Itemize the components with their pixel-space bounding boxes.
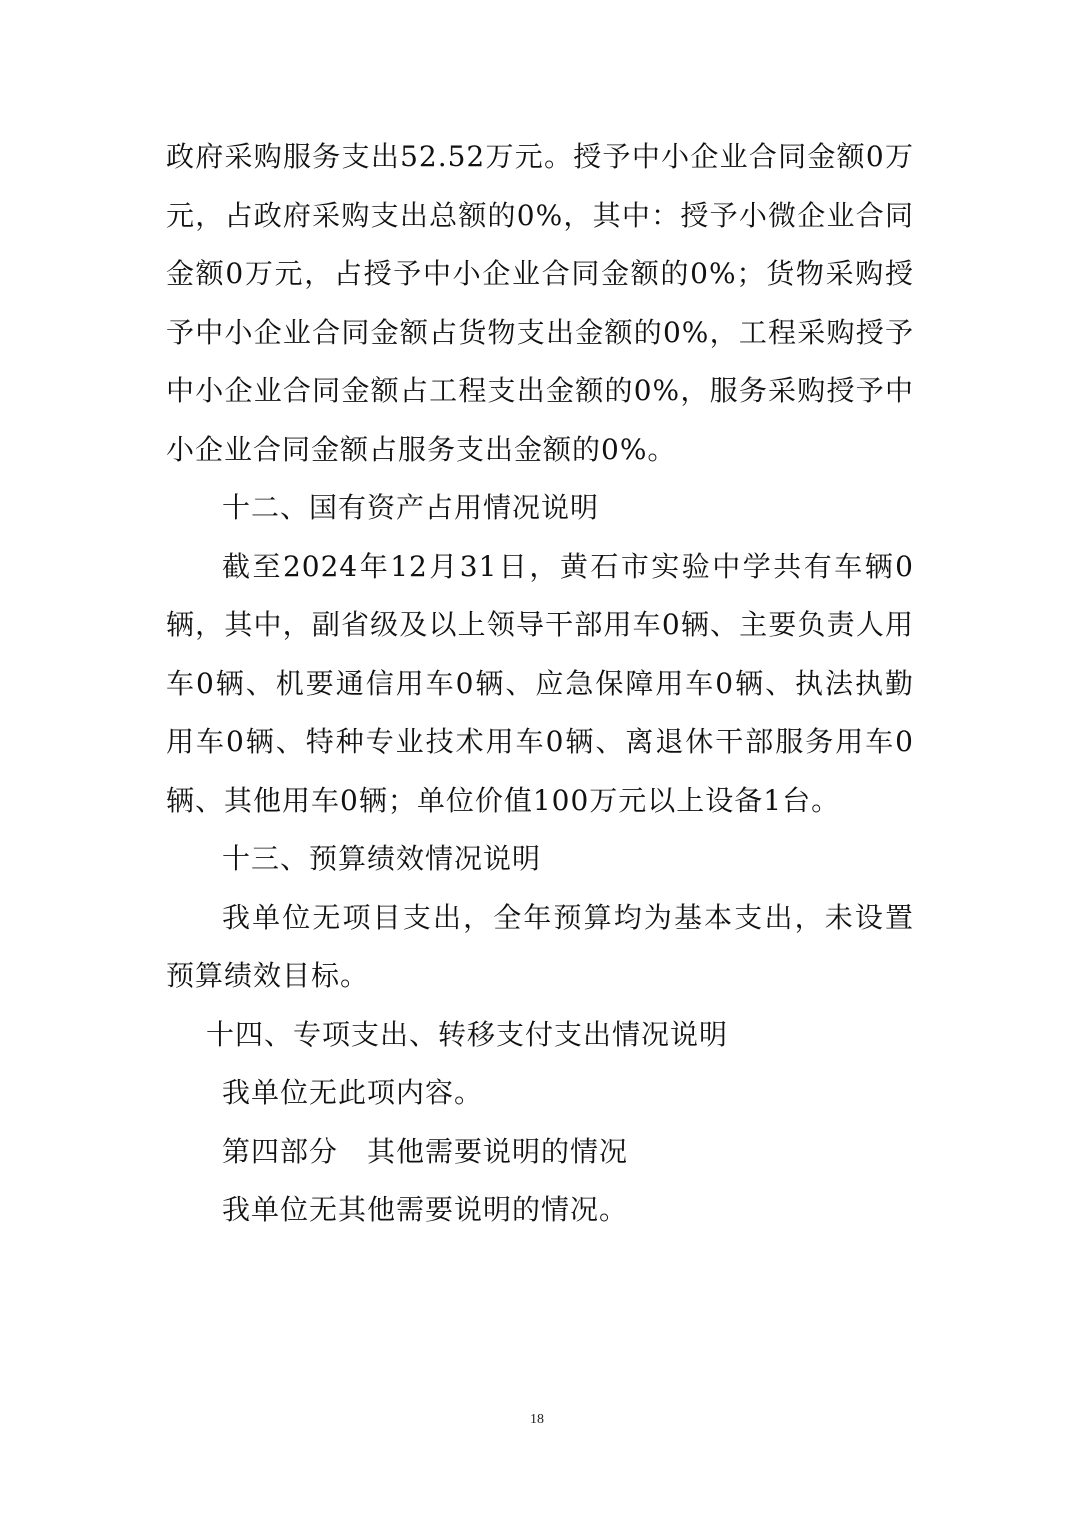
- document-body: [166, 128, 914, 1240]
- paragraph-procurement: 政府采购服务支出52.52万元。授予中小企业合同金额0万元，占政府采购支出总额的0%，其中：授予小微企业合同金额0万元，占授予中小企业合同金额的0%；货物采购授予中小企业合同金额占货物支出金额的0%，工程采购授予中小企业合同金额占工程支出金额的0%，服务采购授予中小企业合同金额占服务支出金额的0%。: [166, 140, 914, 466]
- paragraph-special-expenditure: 我单位无此项内容。: [222, 1076, 484, 1109]
- paragraph-performance: 我单位无项目支出，全年预算均为基本支出，未设置预算绩效目标。: [166, 900, 914, 992]
- heading-part-4: 第四部分 其他需要说明的情况: [222, 1134, 629, 1168]
- heading-section-13: 十三、预算绩效情况说明: [222, 842, 542, 875]
- page-number: 18: [530, 1412, 544, 1427]
- heading-section-14: 十四、专项支出、转移支付支出情况说明: [206, 1017, 729, 1051]
- paragraph-assets: 截至2024年12月31日，黄石市实验中学共有车辆0辆，其中，副省级及以上领导干部用车0辆、主要负责人用车0辆、机要通信用车0辆、应急保障用车0辆、执法执勤用车0辆、特种专业技术用车0辆、离退休干部服务用车0辆、其他用车0辆；单位价值100万元以上设备1台。: [166, 549, 914, 817]
- paragraph-other-notes: 我单位无其他需要说明的情况。: [222, 1193, 629, 1226]
- heading-section-12: 十二、国有资产占用情况说明: [222, 491, 600, 524]
